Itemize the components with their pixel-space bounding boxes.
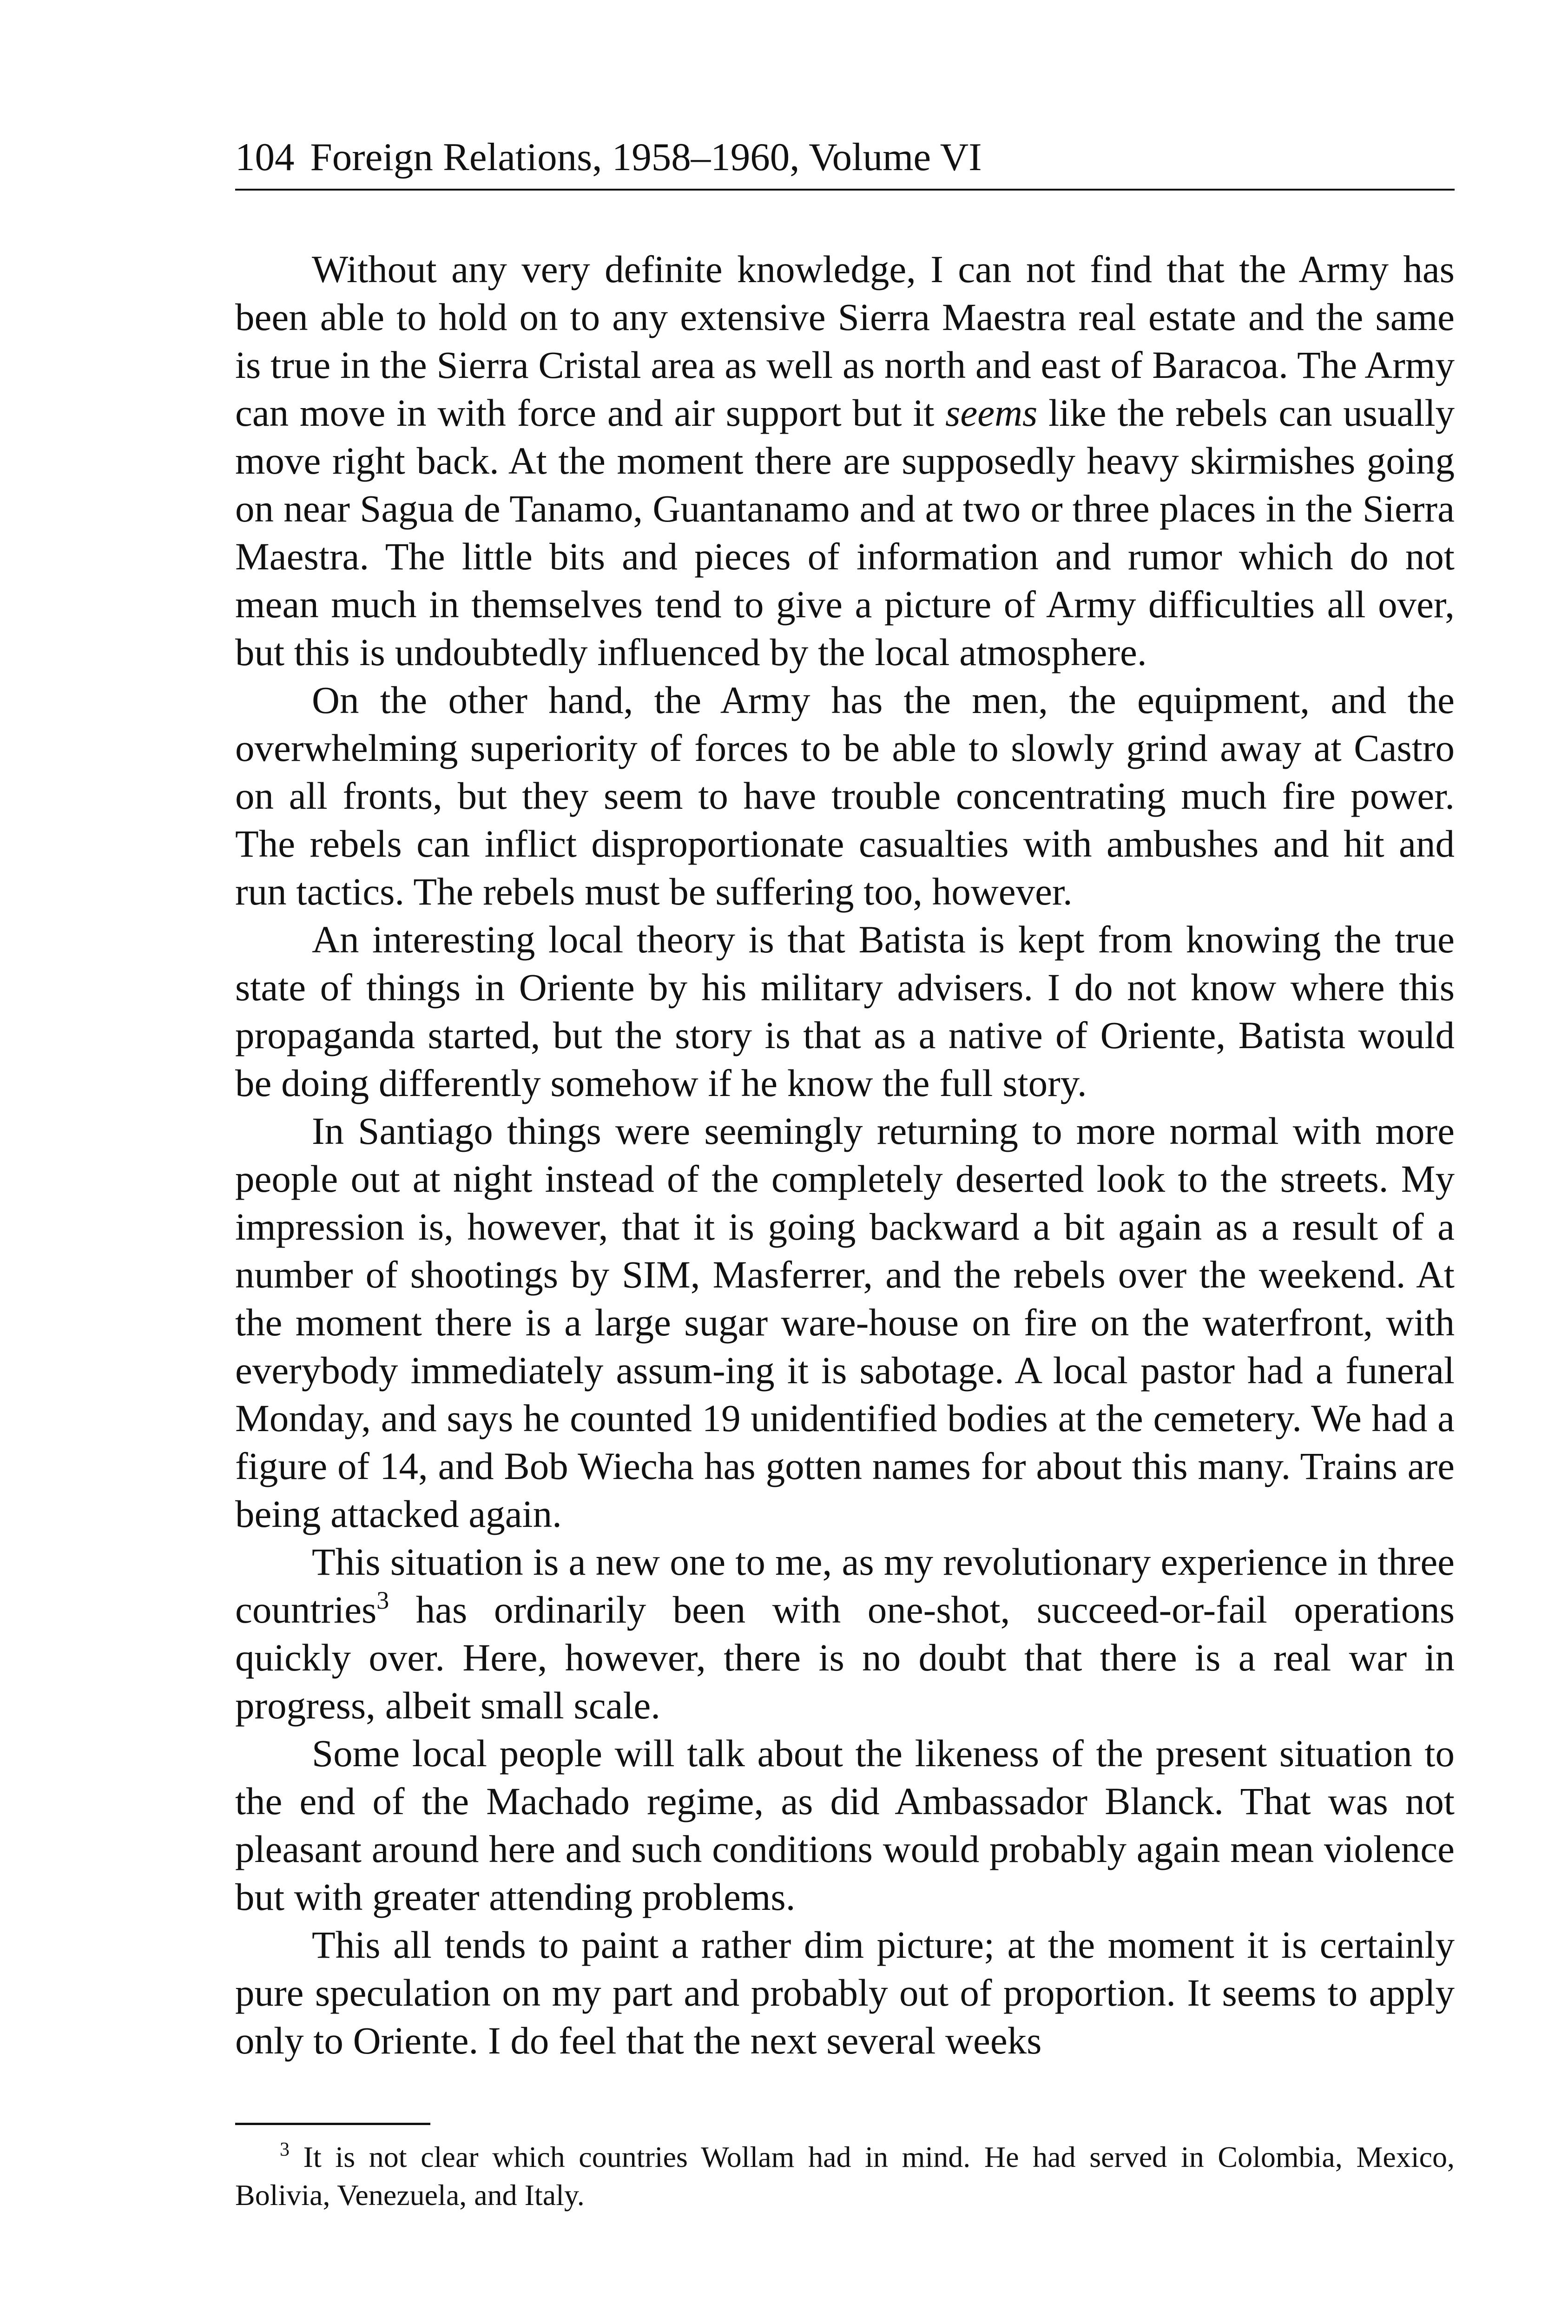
paragraph-new-situation: This situation is a new one to me, as my revolutionary experience in three countries$^3$ has ordinarily been with one-shot, succeed-or-fail operations quickly over. Here, however, there is no doubt that there is a real war in progress, albeit small scale.	[235, 1540, 1455, 1727]
footnote	[235, 2138, 1455, 2214]
paragraph-army-superiority: On the other hand, the Army has the men, the equipment, and the overwhelming superiority of forces to be able to slowly grind away at Castro on all fronts, but they seem to have trouble concentrating much fire power. The rebels can inflict disproportionate casualties with ambushes and hit and run tactics. The rebels must be suffering too, however.	[235, 679, 1455, 913]
footnote-divider	[235, 2123, 430, 2125]
footnote-text: It is not clear which countries Wollam had in mind. He had served in Colombia, Mexico, Bolivia, Venezuela, and Italy.	[235, 2140, 1455, 2212]
footnote-marker: 3	[280, 2139, 290, 2160]
emphasis-seems: seems	[945, 391, 1038, 434]
page-number: 104	[235, 135, 295, 179]
document-page	[235, 134, 1455, 2214]
running-title: Foreign Relations, 1958–1960, Volume VI	[310, 135, 982, 179]
paragraph-dim-picture: This all tends to paint a rather dim picture; at the moment it is certainly pure speculation on my part and probably out of proportion. It seems to apply only to Oriente. I do feel that the next several weeks	[235, 1923, 1455, 2062]
paragraph-machado-regime: Some local people will talk about the likeness of the present situation to the end of the Machado regime, as did Ambassador Blanck. That was not pleasant around here and such conditions would probably again mean violence but with greater attending problems.	[235, 1732, 1455, 1918]
running-header	[235, 134, 1455, 191]
paragraph-local-theory: An interesting local theory is that Batista is kept from knowing the true state of things in Oriente by his military advisers. I do not know where this propaganda started, but the story is that as a native of Oriente, Batista would be doing differently somehow if he know the full story.	[235, 918, 1455, 1104]
body-text	[235, 245, 1455, 2065]
paragraph-army-real-estate: Without any very definite knowledge, I can not find that the Army has been able to hold on to any extensive Sierra Maestra real estate and the same is true in the Sierra Cristal area as well as north and east of Baracoa. The Army can move in with force and air support but it seems like the rebels can usually move right back. At the moment there are supposedly heavy skirmishes going on near Sagua de Tanamo, Guantanamo and at two or three places in the Sierra Maestra. The little bits and pieces of information and rumor which do not mean much in themselves tend to give a picture of Army difficulties all over, but this is undoubtedly influenced by the local atmosphere.	[235, 248, 1455, 673]
paragraph-santiago: In Santiago things were seemingly returning to more normal with more people out at night instead of the completely deserted look to the streets. My impression is, however, that it is going backward a bit again as a result of a number of shootings by SIM, Masferrer, and the rebels over the weekend. At the moment there is a large sugar ware-house on fire on the waterfront, with everybody immediately assum-ing it is sabotage. A local pastor had a funeral Monday, and says he counted 19 unidentified bodies at the cemetery. We had a figure of 14, and Bob Wiecha has gotten names for about this many. Trains are being attacked again.	[235, 1109, 1455, 1535]
footnote-reference: 3	[376, 1586, 389, 1614]
